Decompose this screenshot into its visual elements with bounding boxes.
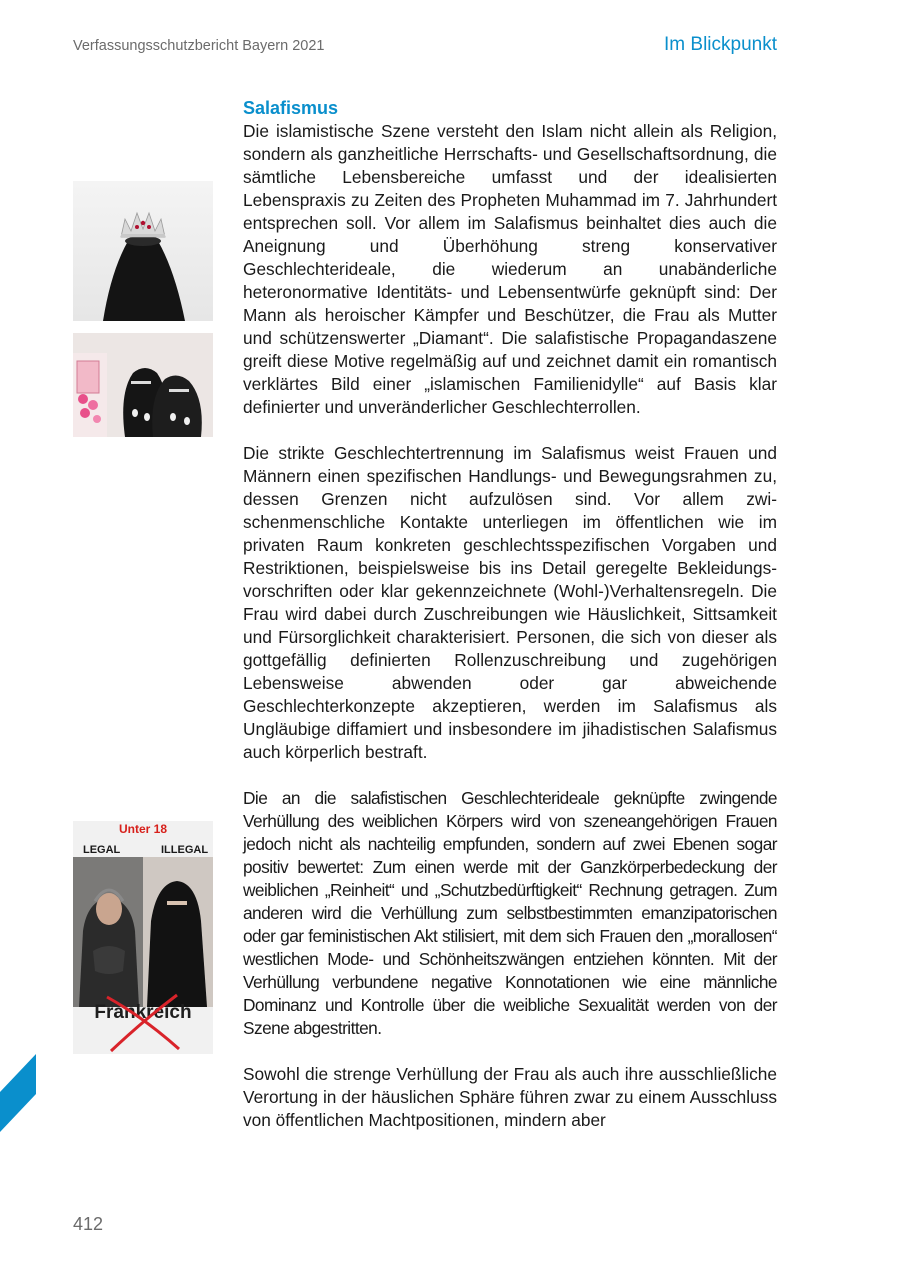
section-title: Salafismus	[243, 98, 339, 118]
section-header: Im Blickpunkt	[664, 34, 777, 55]
page-number: 412	[73, 1214, 104, 1234]
paragraph-1: Die islamistische Szene versteht den Islam nicht allein als Religion, sondern als ganzheitliche Herrschafts- und Gesellschaftsordnung, die sämtliche Lebensbereiche umfasst und der idealisierten Lebenspraxis zu Zeiten des Propheten Muhammad im 7. Jahrhundert entsprechen soll. Vor allem im Salafismus beinhaltet dies auch die Aneignung und Überhöhung streng konservativer Geschlechterideale, die wiederum an unabänderliche heteronormative Identitäts- und Lebensentwürfe geknüpft sind: Der Mann als heroischer Kämpfer und Beschützer, die Frau als Mutter und schützenswerter „Diamant“. Die salafistische Propagandaszene greift diese Motive regelmäßig auf und zeichnet damit ein romantisch verklärtes Bild einer „islamischen Familienidylle“ auf Basis klar definierter und unveränderlicher Geschlechterrollen.	[243, 121, 777, 417]
cross-out-mark	[73, 821, 213, 1054]
paragraph-2: Die strikte Geschlechtertrennung im Salafismus weist Frauen und Männern einen spezifischen Handlungs- und Bewegungsrahmen zu, dessen Grenzen nicht aufzulösen sind. Vor allem zwischenmenschliche Kontakte unterliegen im öffentlichen wie im privaten Raum konkreten geschlechtsspezifischen Vorgaben und Restriktionen, beispielsweise bis ins Detail geregelte Bekleidungsvorschriften oder klar gekennzeichnete (Wohl-)Verhaltensregeln. Die Frau wird dabei durch Zuschreibungen wie Häuslichkeit, Sittsamkeit und Fürsorglichkeit charakterisiert. Personen, die sich von dieser als gottgefällig definierten Rollenzuschreibung und zugehörigen Lebensweise abwenden oder gar abweichende Geschlechterkonzepte akzeptieren, werden im Salafismus als Ungläubige diffamiert und insbesondere im jihadistischen Salafismus auch körperlich bestraft.	[243, 443, 777, 762]
poster-country-text: Frankreich	[94, 1002, 192, 1023]
poster-top-text: Unter 18	[118, 822, 168, 836]
poster-illegal-label: ILLEGAL	[161, 844, 209, 856]
running-header: Verfassungsschutzbericht Bayern 2021	[73, 38, 325, 54]
veiled-dolls-image	[73, 333, 213, 437]
article-body	[243, 97, 777, 1155]
legal-illegal-poster	[73, 821, 213, 1054]
poster-legal-label: LEGAL	[83, 844, 121, 856]
crown-niqab-image	[73, 181, 213, 321]
paragraph-4: Sowohl die strenge Verhüllung der Frau als auch ihre ausschließliche Verortung in der häuslichen Sphäre führen zwar zu einem Ausschluss von öffentlichen Machtpositionen, mindern aber	[243, 1064, 777, 1130]
chapter-edge-marker	[0, 1054, 38, 1132]
paragraph-3: Die an die salafistischen Geschlechterideale geknüpfte zwingende Verhüllung des weiblichen Körpers wird von szeneangehörigen Frauen jedoch nicht als nachteilig empfunden, sondern auf zwei Ebenen sogar positiv bewertet: Zum einen werde mit der Ganzkörperbedeckung der weiblichen „Reinheit“ und „Schutzbedürftigkeit“ Rechnung getragen. Zum anderen wird die Verhüllung zum selbstbestimmten emanzipatorischen oder gar feministischen Akt stilisiert, mit dem sich Frauen den „morallosen“ westlichen Mode- und Schönheitszwängen entziehen könnten. Mit der Verhüllung verbundene negative Konnotationen wie eine männliche Dominanz und Kontrolle über die weibliche Sexualität werden von der Szene abgestritten.	[243, 788, 777, 1038]
